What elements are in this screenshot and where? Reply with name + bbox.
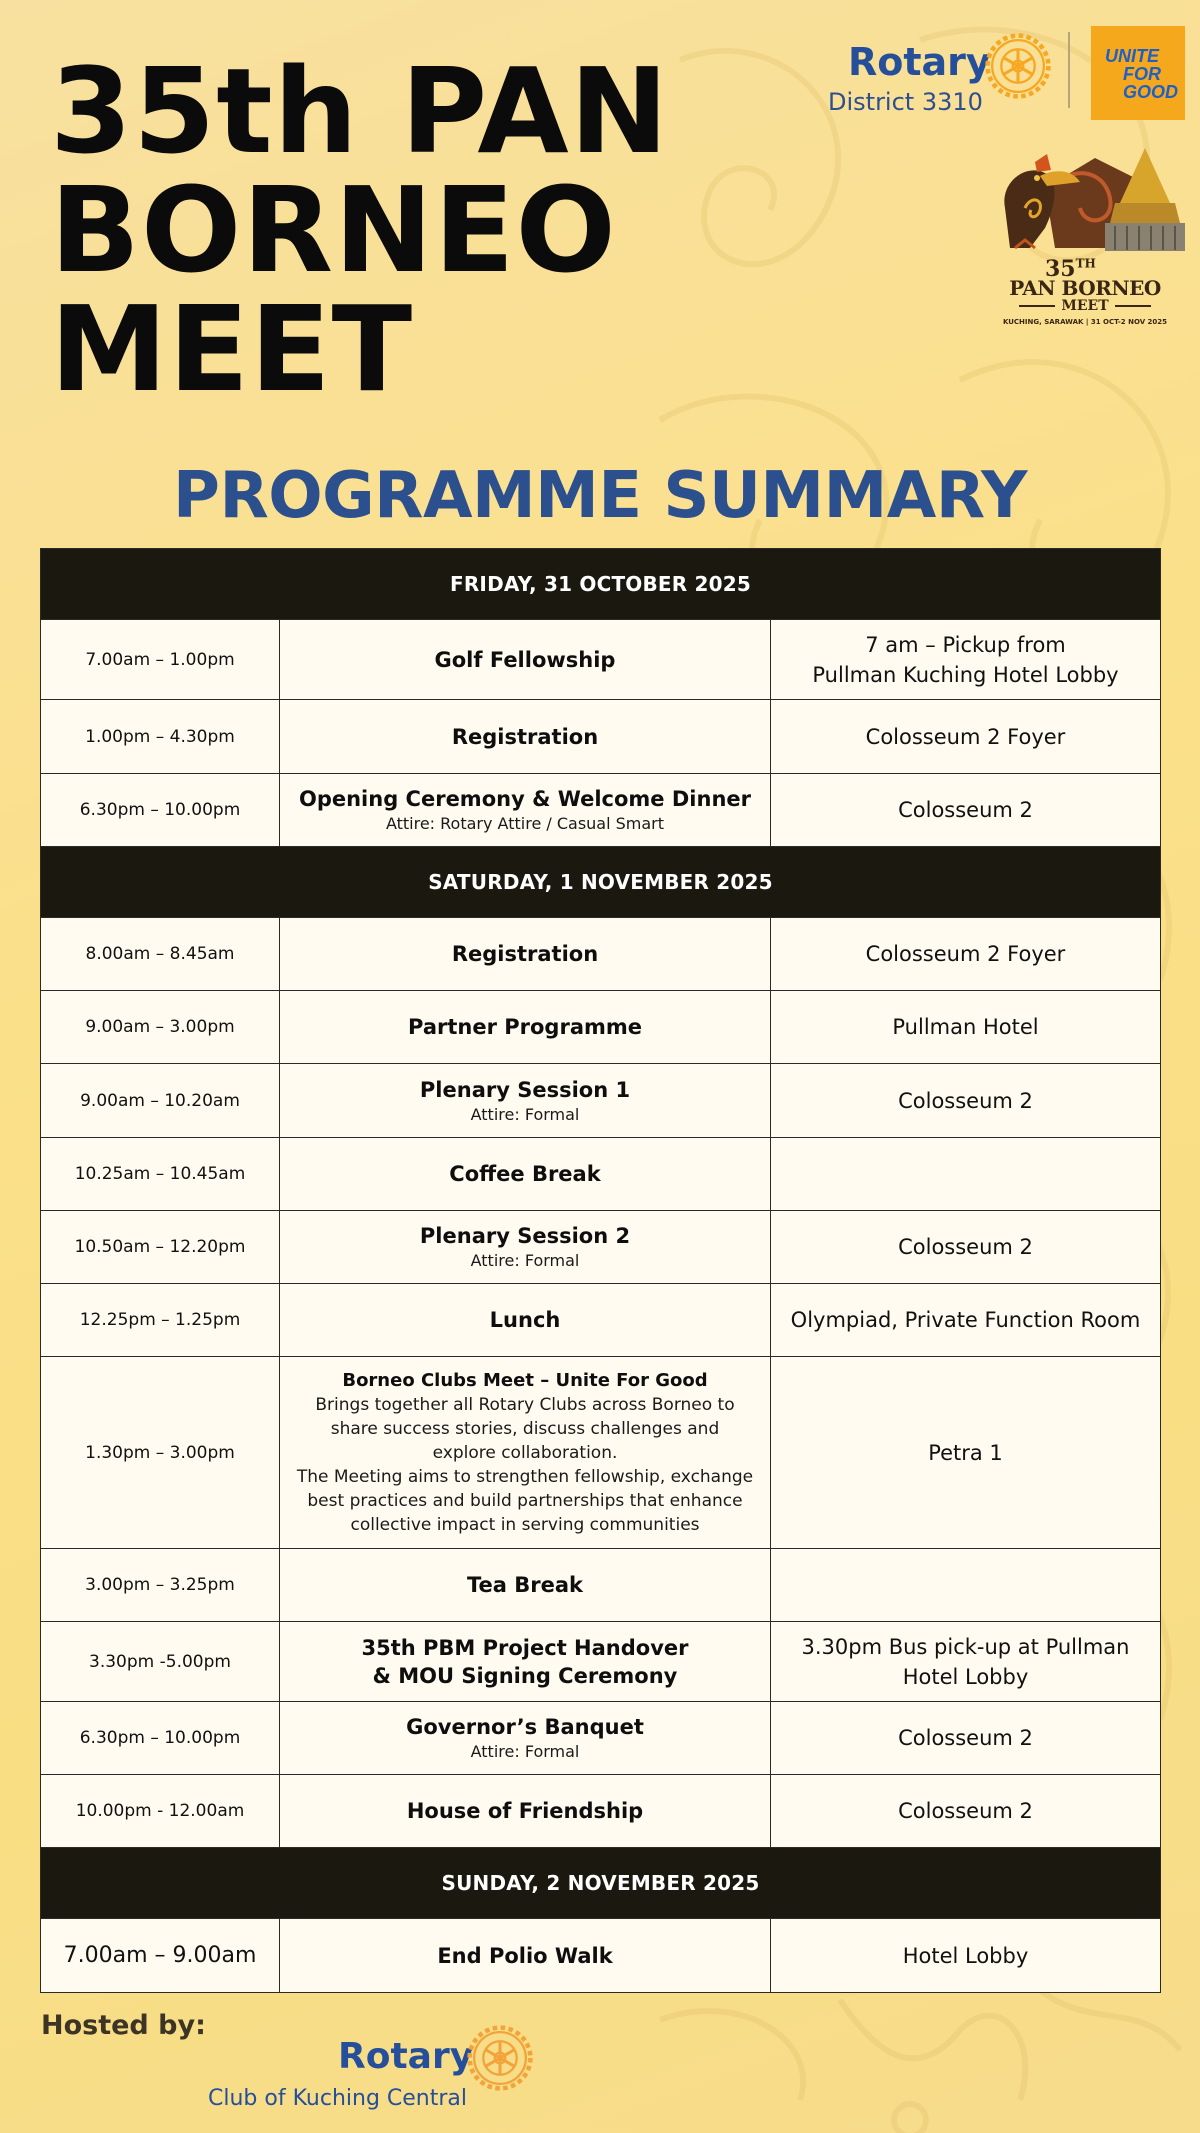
schedule-row [41, 700, 1161, 774]
pbm-name: PAN BORNEO [1009, 276, 1161, 300]
event-venue: Olympiad, Private Function Room [771, 1284, 1161, 1357]
event-title [50, 42, 670, 418]
event-cell [280, 918, 771, 991]
event-description-line: share success stories, discuss challenges and [330, 1419, 720, 1439]
event-time: 6.30pm – 10.00pm [41, 1702, 280, 1775]
schedule-row [41, 1064, 1161, 1138]
venue-line: 7 am – Pickup from [865, 632, 1066, 657]
event-cell [280, 1702, 771, 1775]
event-venue: Colosseum 2 [771, 774, 1161, 847]
event-venue: Pullman Hotel [771, 991, 1161, 1064]
event-venue: Petra 1 [771, 1357, 1161, 1549]
event-time: 12.25pm – 1.25pm [41, 1284, 280, 1357]
event-title-line: 35th PBM Project Handover [361, 1635, 689, 1660]
pbm-location-dates: KUCHING, SARAWAK | 31 OCT-2 NOV 2025 [1002, 318, 1168, 326]
host-club-name: Club of Kuching Central [208, 2086, 468, 2111]
programme-schedule-table [40, 548, 1161, 1993]
event-attire: Attire: Formal [470, 1251, 580, 1270]
rotary-district-logo [826, 36, 1056, 126]
event-title-line: 35th PAN [50, 42, 670, 180]
rotary-wordmark: Rotary [848, 40, 991, 84]
event-time: 7.00am – 9.00am [41, 1919, 280, 1993]
event-venue: Colosseum 2 [771, 1702, 1161, 1775]
event-description-line: collective impact in serving communities [350, 1515, 700, 1535]
pan-borneo-meet-logo [985, 148, 1185, 338]
event-time: 1.00pm – 4.30pm [41, 700, 280, 774]
schedule-row [41, 1549, 1161, 1622]
event-cell [280, 620, 771, 700]
event-cell [280, 700, 771, 774]
schedule-row [41, 1919, 1161, 1993]
event-cell [280, 774, 771, 847]
event-title-line: MEET [50, 280, 414, 418]
event-cell [280, 1775, 771, 1848]
event-description-line: Brings together all Rotary Clubs across Borneo to [315, 1395, 735, 1415]
event-title: Tea Break [466, 1573, 583, 1597]
event-title: Partner Programme [408, 1015, 642, 1039]
schedule-row [41, 1702, 1161, 1775]
event-venue: Colosseum 2 [771, 1064, 1161, 1138]
event-venue: Colosseum 2 [771, 1775, 1161, 1848]
event-venue [771, 1549, 1161, 1622]
event-description-line: best practices and build partnerships that enhance [307, 1491, 743, 1511]
schedule-row [41, 918, 1161, 991]
day-header-row [41, 1848, 1161, 1919]
event-cell [280, 1357, 771, 1549]
event-time: 3.30pm -5.00pm [41, 1622, 280, 1702]
venue-line: 3.30pm Bus pick-up at Pullman [801, 1634, 1130, 1659]
event-title: Registration [451, 724, 599, 749]
event-attire: Attire: Rotary Attire / Casual Smart [385, 814, 665, 833]
event-cell [280, 1284, 771, 1357]
schedule-row [41, 774, 1161, 847]
day-header: SATURDAY, 1 NOVEMBER 2025 [41, 847, 1161, 918]
event-description-line: explore collaboration. [432, 1443, 618, 1463]
pbm-meet [999, 298, 1171, 314]
event-title: Governor’s Banquet [406, 1715, 644, 1739]
day-header: SUNDAY, 2 NOVEMBER 2025 [41, 1848, 1161, 1919]
event-title: Plenary Session 2 [419, 1224, 631, 1248]
rotary-wheel-icon [462, 2020, 538, 2096]
event-time: 10.00pm - 12.00am [41, 1775, 280, 1848]
event-title: House of Friendship [406, 1799, 644, 1823]
event-venue: Hotel Lobby [771, 1919, 1161, 1993]
host-club-logo [200, 2020, 560, 2120]
schedule-row [41, 1211, 1161, 1284]
event-time: 3.00pm – 3.25pm [41, 1549, 280, 1622]
event-description-line: The Meeting aims to strengthen fellowship, exchange [296, 1467, 754, 1487]
rotary-wheel-icon [980, 28, 1056, 104]
event-attire: Attire: Formal [470, 1104, 580, 1124]
event-title: Borneo Clubs Meet – Unite For Good [342, 1370, 708, 1391]
event-time: 9.00am – 10.20am [41, 1064, 280, 1138]
event-cell [280, 991, 771, 1064]
pbm-number-value: 35 [1045, 256, 1076, 282]
event-title-line: & MOU Signing Ceremony [372, 1663, 678, 1688]
event-time: 6.30pm – 10.00pm [41, 774, 280, 847]
hornbill-and-dome-icon [985, 148, 1185, 260]
day-header-row [41, 549, 1161, 620]
event-title: End Polio Walk [437, 1943, 613, 1968]
event-title: Coffee Break [449, 1162, 601, 1186]
event-time: 1.30pm – 3.00pm [41, 1357, 280, 1549]
host-rotary-wordmark: Rotary [338, 2036, 474, 2077]
venue-line: Hotel Lobby [902, 1664, 1029, 1689]
event-cell [280, 1549, 771, 1622]
schedule-row [41, 1357, 1161, 1549]
event-title: Opening Ceremony & Welcome Dinner [298, 787, 751, 811]
programme-summary-heading: PROGRAMME SUMMARY [173, 459, 1027, 533]
event-time: 8.00am – 8.45am [41, 918, 280, 991]
district-label: District 3310 [828, 88, 983, 116]
event-attire: Attire: Formal [470, 1742, 580, 1761]
schedule-row [41, 1284, 1161, 1357]
event-venue: Colosseum 2 Foyer [771, 918, 1161, 991]
day-header-row [41, 847, 1161, 918]
event-venue: Colosseum 2 [771, 1211, 1161, 1284]
event-title: Lunch [489, 1308, 561, 1332]
event-title: Golf Fellowship [434, 647, 616, 672]
pbm-number-suffix: TH [1075, 256, 1096, 271]
event-title-line: BORNEO [50, 161, 617, 299]
event-venue [771, 1138, 1161, 1211]
unite-line: UNITE [1105, 46, 1159, 66]
schedule-row [41, 1775, 1161, 1848]
event-cell [280, 1919, 771, 1993]
hosted-by-label: Hosted by: [41, 2010, 206, 2041]
schedule-row [41, 1138, 1161, 1211]
event-venue [771, 620, 1161, 700]
event-cell [280, 1138, 771, 1211]
pbm-meet-text: MEET [1061, 298, 1109, 314]
logo-divider [1068, 32, 1070, 108]
venue-line: Pullman Kuching Hotel Lobby [812, 662, 1119, 687]
event-venue: Colosseum 2 Foyer [771, 700, 1161, 774]
unite-line: GOOD [1123, 82, 1179, 102]
unite-for-good-logo [1091, 26, 1185, 120]
event-time: 10.50am – 12.20pm [41, 1211, 280, 1284]
schedule-row [41, 620, 1161, 700]
event-time: 7.00am – 1.00pm [41, 620, 280, 700]
event-time: 9.00am – 3.00pm [41, 991, 280, 1064]
event-cell [280, 1211, 771, 1284]
event-venue [771, 1622, 1161, 1702]
schedule-row [41, 991, 1161, 1064]
event-cell [280, 1622, 771, 1702]
unite-line: FOR [1123, 64, 1161, 84]
event-cell [280, 1064, 771, 1138]
day-header: FRIDAY, 31 OCTOBER 2025 [41, 549, 1161, 620]
event-title: Registration [451, 942, 599, 966]
schedule-row [41, 1622, 1161, 1702]
event-time: 10.25am – 10.45am [41, 1138, 280, 1211]
event-title: Plenary Session 1 [419, 1077, 631, 1102]
